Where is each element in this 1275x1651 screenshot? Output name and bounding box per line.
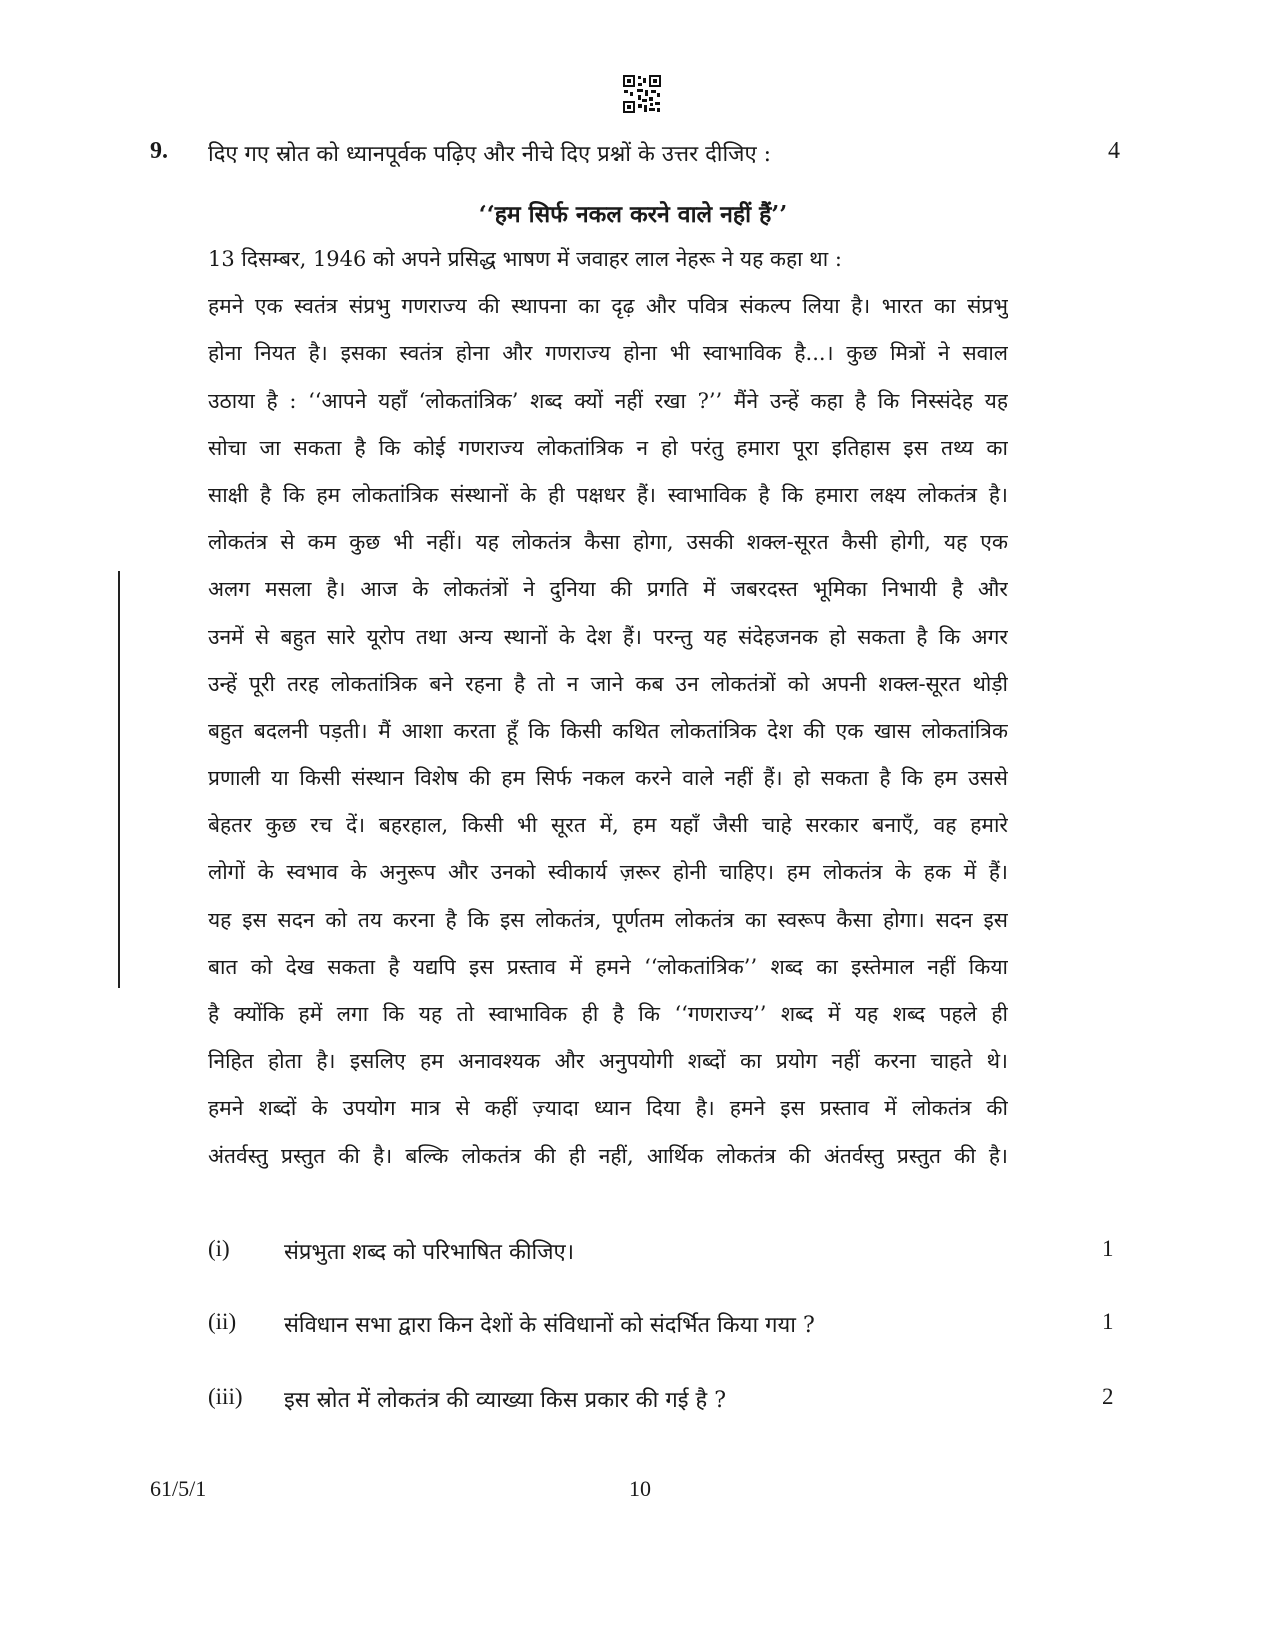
passage-line: उठाया है : ‘‘आपने यहाँ ‘लोकतांत्रिक’ शब्द क्यों नहीं रखा ?’’ मैंने उन्हें कहा है कि निस्संदेह यह — [208, 388, 1008, 413]
passage-line: हमने एक स्वतंत्र संप्रभु गणराज्य की स्थापना का दृढ़ और पवित्र संकल्प लिया है। भारत का संप्रभु — [208, 294, 1008, 319]
sub-question-number: (i) — [208, 1236, 230, 1261]
passage-line: उनमें से बहुत सारे यूरोप तथा अन्य स्थानों के देश हैं। परन्तु यह संदेहजनक हो सकता है कि अगर — [208, 624, 1008, 649]
sub-question-text: इस स्रोत में लोकतंत्र की व्याख्या किस प्रकार की गई है ? — [284, 1388, 727, 1413]
sub-question-text: संप्रभुता शब्द को परिभाषित कीजिए। — [284, 1240, 575, 1265]
qr-code-icon — [622, 74, 662, 114]
page-number: 10 — [629, 1476, 651, 1501]
passage-line: है क्योंकि हमें लगा कि यह तो स्वाभाविक ही है कि ‘‘गणराज्य’’ शब्द में यह शब्द पहले ही — [208, 1002, 1008, 1026]
margin-line — [118, 571, 120, 988]
passage-line: उन्हें पूरी तरह लोकतांत्रिक बने रहना है तो न जाने कब उन लोकतंत्रों को अपनी शक्ल-सूरत थोड़ी — [208, 671, 1008, 696]
passage-line: लोगों के स्वभाव के अनुरूप और उनको स्वीकार्य ज़रूर होनी चाहिए। हम लोकतंत्र के हक में हैं। — [208, 860, 1008, 885]
sub-question-marks: 1 — [1102, 1236, 1114, 1261]
source-title: ‘‘हम सिर्फ नकल करने वाले नहीं हैं’’ — [478, 201, 788, 228]
sub-question-number: (iii) — [208, 1384, 243, 1409]
source-passage — [208, 236, 1008, 1180]
passage-line: अंतर्वस्तु प्रस्तुत की है। बल्कि लोकतंत्र की ही नहीं, आर्थिक लोकतंत्र की अंतर्वस्तु प्रस्तुत की है। — [208, 1143, 1008, 1168]
question-instruction: दिए गए स्रोत को ध्यानपूर्वक पढ़िए और नीचे दिए प्रश्नों के उत्तर दीजिए : — [208, 142, 772, 167]
passage-line: बेहतर कुछ रच दें। बहरहाल, किसी भी सूरत में, हम यहाँ जैसी चाहे सरकार बनाएँ, वह हमारे — [208, 813, 1008, 838]
passage-line: होना नियत है। इसका स्वतंत्र होना और गणराज्य होना भी स्वाभाविक है...। कुछ मित्रों ने सवाल — [208, 341, 1008, 366]
sub-question-text: संविधान सभा द्वारा किन देशों के संविधानों को संदर्भित किया गया ? — [284, 1313, 815, 1338]
passage-line: साक्षी है कि हम लोकतांत्रिक संस्थानों के ही पक्षधर हैं। स्वाभाविक है कि हमारा लक्ष्य लोकतंत्र है। — [208, 482, 1008, 507]
passage-line: बहुत बदलनी पड़ती। मैं आशा करता हूँ कि किसी कथित लोकतांत्रिक देश की एक खास लोकतांत्रिक — [208, 718, 1008, 743]
sub-question-iii — [208, 1384, 1114, 1424]
passage-line: बात को देख सकता है यद्यपि इस प्रस्ताव में हमने ‘‘लोकतांत्रिक’’ शब्द का इस्तेमाल नहीं किया — [208, 954, 1008, 979]
question-number: 9. — [150, 138, 168, 164]
paper-code: 61/5/1 — [150, 1476, 207, 1501]
sub-question-number: (ii) — [208, 1309, 237, 1334]
sub-question-ii — [208, 1309, 1114, 1349]
passage-line: 13 दिसम्बर, 1946 को अपने प्रसिद्ध भाषण में जवाहर लाल नेहरू ने यह कहा था : — [208, 247, 842, 271]
sub-question-i — [208, 1236, 1114, 1276]
passage-line: हमने शब्दों के उपयोग मात्र से कहीं ज़्यादा ध्यान दिया है। हमने इस प्रस्ताव में लोकतंत्र की — [208, 1096, 1008, 1121]
sub-question-marks: 2 — [1102, 1384, 1114, 1409]
passage-line: प्रणाली या किसी संस्थान विशेष की हम सिर्फ नकल करने वाले नहीं हैं। हो सकता है कि हम उससे — [208, 766, 1008, 791]
question-marks: 4 — [1108, 138, 1120, 164]
sub-question-marks: 1 — [1102, 1309, 1114, 1334]
passage-line: सोचा जा सकता है कि कोई गणराज्य लोकतांत्रिक न हो परंतु हमारा पूरा इतिहास इस तथ्य का — [208, 435, 1008, 460]
passage-line: लोकतंत्र से कम कुछ भी नहीं। यह लोकतंत्र कैसा होगा, उसकी शक्ल-सूरत कैसी होगी, यह एक — [208, 530, 1008, 555]
passage-line: यह इस सदन को तय करना है कि इस लोकतंत्र, पूर्णतम लोकतंत्र का स्वरूप कैसा होगा। सदन इस — [208, 907, 1008, 932]
passage-line: अलग मसला है। आज के लोकतंत्रों ने दुनिया की प्रगति में जबरदस्त भूमिका निभायी है और — [208, 577, 1008, 602]
passage-line: निहित होता है। इसलिए हम अनावश्यक और अनुपयोगी शब्दों का प्रयोग नहीं करना चाहते थे। — [208, 1049, 1008, 1074]
